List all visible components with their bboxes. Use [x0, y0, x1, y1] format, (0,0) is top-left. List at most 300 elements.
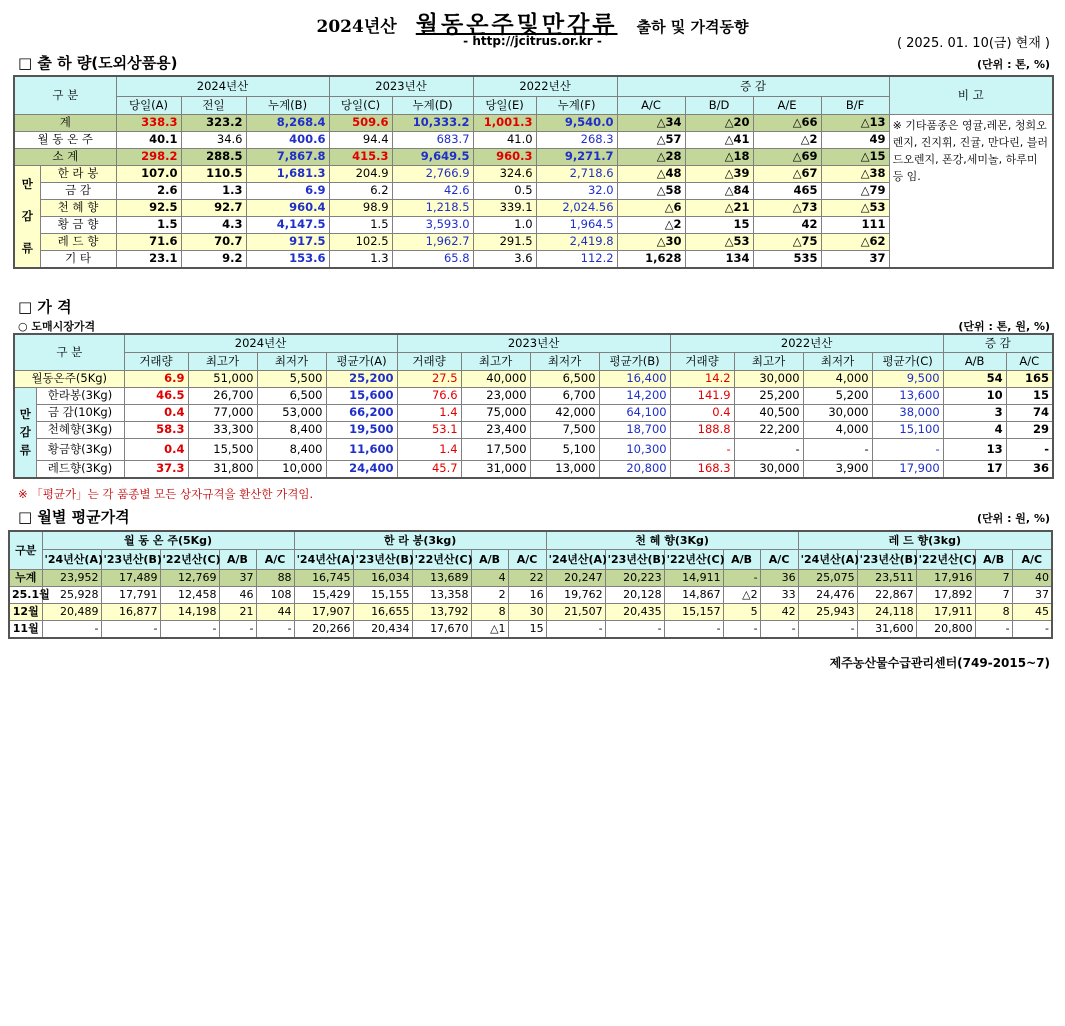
- monthly-value-cell: 14,198: [160, 603, 219, 620]
- shipment-value-cell: △41: [685, 131, 753, 148]
- monthly-value-cell: 36: [760, 569, 798, 586]
- shipment-value-cell: △66: [753, 114, 821, 131]
- price-value-cell: 5,500: [257, 370, 326, 387]
- monthly-value-cell: 20,223: [605, 569, 664, 586]
- price-value-cell: 168.3: [670, 460, 734, 478]
- price-value-cell: 29: [1006, 421, 1053, 438]
- monthly-subheader: '23년산(B): [101, 549, 160, 569]
- price-value-cell: 11,600: [326, 438, 397, 460]
- shipment-unit: (단위 : 톤, %): [976, 58, 1050, 71]
- monthly-value-cell: 15: [508, 620, 546, 638]
- price-value-cell: 33,300: [188, 421, 257, 438]
- price-value-cell: 26,700: [188, 387, 257, 404]
- price-value-cell: 6,500: [257, 387, 326, 404]
- shipment-value-cell: 1,628: [617, 250, 685, 268]
- shipment-value-cell: 338.3: [116, 114, 181, 131]
- monthly-value-cell: 20,434: [353, 620, 412, 638]
- shipment-header-2024: 2024년산: [116, 76, 329, 96]
- monthly-value-cell: 20,247: [546, 569, 605, 586]
- shipment-value-cell: △62: [821, 233, 889, 250]
- price-value-cell: 17,500: [461, 438, 530, 460]
- shipment-value-cell: △21: [685, 199, 753, 216]
- shipment-value-cell: 400.6: [246, 131, 329, 148]
- price-subheader: A/C: [1006, 352, 1053, 370]
- shipment-header-2022: 2022년산: [473, 76, 617, 96]
- shipment-value-cell: △73: [753, 199, 821, 216]
- shipment-value-cell: 298.2: [116, 148, 181, 165]
- shipment-value-cell: 323.2: [181, 114, 246, 131]
- monthly-group-header: 한 라 봉(3kg): [294, 531, 546, 549]
- shipment-value-cell: 9.2: [181, 250, 246, 268]
- price-subheader: A/B: [943, 352, 1006, 370]
- shipment-value-cell: 2,766.9: [392, 165, 473, 182]
- monthly-subheader: A/B: [219, 549, 256, 569]
- price-value-cell: 51,000: [188, 370, 257, 387]
- monthly-value-cell: 16,877: [101, 603, 160, 620]
- shipment-header-change: 증 감: [617, 76, 889, 96]
- price-value-cell: 22,200: [734, 421, 803, 438]
- price-section-title: □ 가 격: [18, 298, 72, 316]
- price-value-cell: 25,200: [734, 387, 803, 404]
- monthly-value-cell: 19,762: [546, 586, 605, 603]
- price-table: [13, 333, 1054, 479]
- price-winter-row: [14, 370, 1053, 387]
- price-value-cell: 4,000: [803, 421, 872, 438]
- shipment-value-cell: △79: [821, 182, 889, 199]
- price-value-cell: 1.4: [397, 404, 461, 421]
- shipment-value-cell: 1,964.5: [536, 216, 617, 233]
- shipment-value-cell: △53: [685, 233, 753, 250]
- price-value-cell: 141.9: [670, 387, 734, 404]
- price-value-cell: 31,000: [461, 460, 530, 478]
- monthly-value-cell: -: [798, 620, 857, 638]
- monthly-value-cell: 45: [1012, 603, 1052, 620]
- shipment-value-cell: 10,333.2: [392, 114, 473, 131]
- shipment-subheader: A/C: [617, 96, 685, 114]
- monthly-value-cell: 20,128: [605, 586, 664, 603]
- monthly-value-cell: 44: [256, 603, 294, 620]
- monthly-value-cell: 108: [256, 586, 294, 603]
- shipment-value-cell: 32.0: [536, 182, 617, 199]
- row-label: 기 타: [40, 250, 116, 268]
- monthly-value-cell: -: [101, 620, 160, 638]
- price-subheader-row: [14, 352, 1053, 370]
- shipment-value-cell: 204.9: [329, 165, 392, 182]
- price-subheader: 최저가: [530, 352, 599, 370]
- row-label: 금 감: [40, 182, 116, 199]
- shipment-value-cell: 509.6: [329, 114, 392, 131]
- shipment-table: [13, 75, 1054, 269]
- monthly-value-cell: 17,892: [916, 586, 975, 603]
- monthly-value-cell: 42: [760, 603, 798, 620]
- monthly-value-cell: 24,118: [857, 603, 916, 620]
- monthly-value-cell: -: [256, 620, 294, 638]
- price-unit: (단위 : 톤, 원, %): [958, 320, 1050, 333]
- price-subheader: 최저가: [257, 352, 326, 370]
- shipment-value-cell: △2: [753, 131, 821, 148]
- monthly-value-cell: 16,745: [294, 569, 353, 586]
- monthly-value-cell: 88: [256, 569, 294, 586]
- price-subheader: 평균가(B): [599, 352, 670, 370]
- shipment-value-cell: 7,867.8: [246, 148, 329, 165]
- monthly-value-cell: 12,458: [160, 586, 219, 603]
- shipment-header-note: 비 고: [889, 76, 1053, 114]
- price-value-cell: 17: [943, 460, 1006, 478]
- shipment-value-cell: 134: [685, 250, 753, 268]
- monthly-subheader: '23년산(B): [605, 549, 664, 569]
- monthly-value-cell: 8: [975, 603, 1012, 620]
- monthly-value-cell: 17,916: [916, 569, 975, 586]
- shipment-value-cell: 41.0: [473, 131, 536, 148]
- price-value-cell: 15,100: [872, 421, 943, 438]
- monthly-value-cell: 24,476: [798, 586, 857, 603]
- monthly-value-cell: 31,600: [857, 620, 916, 638]
- shipment-value-cell: △13: [821, 114, 889, 131]
- monthly-subheader: '24년산(A): [546, 549, 605, 569]
- shipment-subheader: 당일(C): [329, 96, 392, 114]
- title-main: 월동온주및만감류: [415, 11, 618, 38]
- monthly-value-cell: 22,867: [857, 586, 916, 603]
- shipment-value-cell: 2,718.6: [536, 165, 617, 182]
- price-header-2023: 2023년산: [397, 334, 670, 352]
- shipment-value-cell: △58: [617, 182, 685, 199]
- price-value-cell: 5,200: [803, 387, 872, 404]
- shipment-value-cell: 9,649.5: [392, 148, 473, 165]
- shipment-value-cell: △53: [821, 199, 889, 216]
- shipment-value-cell: △69: [753, 148, 821, 165]
- price-subheader: 최고가: [734, 352, 803, 370]
- shipment-value-cell: 2,024.56: [536, 199, 617, 216]
- monthly-value-cell: 25,928: [42, 586, 101, 603]
- monthly-value-cell: 13,792: [412, 603, 471, 620]
- shipment-value-cell: 1.5: [329, 216, 392, 233]
- row-label: 금 감(10Kg): [36, 404, 124, 421]
- monthly-value-cell: 16,034: [353, 569, 412, 586]
- monthly-subheader: '22년산(C): [664, 549, 723, 569]
- monthly-value-cell: 37: [219, 569, 256, 586]
- shipment-value-cell: △84: [685, 182, 753, 199]
- price-value-cell: 4: [943, 421, 1006, 438]
- monthly-value-cell: △2: [723, 586, 760, 603]
- footer-credit: 제주농산물수급관리센터(749-2015~7): [829, 656, 1050, 670]
- shipment-value-cell: △57: [617, 131, 685, 148]
- price-value-cell: 23,000: [461, 387, 530, 404]
- monthly-value-cell: 12,769: [160, 569, 219, 586]
- monthly-subheader: A/B: [471, 549, 508, 569]
- monthly-value-cell: -: [760, 620, 798, 638]
- price-item-row: [14, 404, 1053, 421]
- shipment-value-cell: 6.2: [329, 182, 392, 199]
- shipment-value-cell: 415.3: [329, 148, 392, 165]
- shipment-value-cell: △15: [821, 148, 889, 165]
- monthly-subheader: '22년산(C): [160, 549, 219, 569]
- group-label-char: 류: [21, 241, 33, 255]
- site-url[interactable]: - http://jcitrus.or.kr -: [463, 34, 602, 48]
- title-subtitle: 출하 및 가격동향: [636, 18, 749, 36]
- price-item-row: [14, 438, 1053, 460]
- shipment-value-cell: 465: [753, 182, 821, 199]
- row-label: 레드향(3Kg): [36, 460, 124, 478]
- shipment-subheader: 전일: [181, 96, 246, 114]
- price-value-cell: 1.4: [397, 438, 461, 460]
- price-value-cell: 8,400: [257, 421, 326, 438]
- price-value-cell: 58.3: [124, 421, 188, 438]
- shipment-subheader: 누계(F): [536, 96, 617, 114]
- price-value-cell: 75,000: [461, 404, 530, 421]
- monthly-value-cell: 23,952: [42, 569, 101, 586]
- monthly-group-header: 레 드 향(3kg): [798, 531, 1052, 549]
- price-value-cell: 77,000: [188, 404, 257, 421]
- price-subheader: 거래량: [670, 352, 734, 370]
- shipment-value-cell: 683.7: [392, 131, 473, 148]
- shipment-value-cell: 15: [685, 216, 753, 233]
- price-value-cell: -: [872, 438, 943, 460]
- price-value-cell: 13: [943, 438, 1006, 460]
- price-subheader: 거래량: [397, 352, 461, 370]
- shipment-value-cell: 268.3: [536, 131, 617, 148]
- monthly-value-cell: 23,511: [857, 569, 916, 586]
- monthly-value-cell: -: [664, 620, 723, 638]
- monthly-value-cell: 20,489: [42, 603, 101, 620]
- shipment-subheader: 누계(B): [246, 96, 329, 114]
- row-label: 누계: [9, 569, 42, 586]
- title-year: 2024년산: [316, 17, 397, 37]
- row-label: 한 라 봉: [40, 165, 116, 182]
- price-value-cell: 30,000: [734, 460, 803, 478]
- shipment-value-cell: 917.5: [246, 233, 329, 250]
- price-value-cell: 30,000: [803, 404, 872, 421]
- monthly-value-cell: 17,670: [412, 620, 471, 638]
- monthly-subheader: A/C: [508, 549, 546, 569]
- shipment-value-cell: 3,593.0: [392, 216, 473, 233]
- price-value-cell: -: [803, 438, 872, 460]
- shipment-value-cell: △39: [685, 165, 753, 182]
- price-value-cell: 0.4: [124, 438, 188, 460]
- monthly-subheader: A/C: [1012, 549, 1052, 569]
- shipment-value-cell: 153.6: [246, 250, 329, 268]
- monthly-value-cell: 17,791: [101, 586, 160, 603]
- shipment-subheader: A/E: [753, 96, 821, 114]
- price-value-cell: 76.6: [397, 387, 461, 404]
- shipment-value-cell: 960.4: [246, 199, 329, 216]
- price-value-cell: 24,400: [326, 460, 397, 478]
- price-header-2024: 2024년산: [124, 334, 397, 352]
- price-value-cell: 42,000: [530, 404, 599, 421]
- group-label-char: 만: [19, 407, 31, 421]
- price-value-cell: 66,200: [326, 404, 397, 421]
- monthly-value-cell: -: [1012, 620, 1052, 638]
- price-value-cell: 38,000: [872, 404, 943, 421]
- monthly-subheader: A/B: [723, 549, 760, 569]
- price-value-cell: 37.3: [124, 460, 188, 478]
- shipment-value-cell: 2.6: [116, 182, 181, 199]
- monthly-subheader: '23년산(B): [857, 549, 916, 569]
- monthly-value-cell: 16,655: [353, 603, 412, 620]
- monthly-subheader: A/C: [256, 549, 294, 569]
- price-value-cell: 45.7: [397, 460, 461, 478]
- shipment-value-cell: 34.6: [181, 131, 246, 148]
- price-value-cell: 5,100: [530, 438, 599, 460]
- group-label-char: 류: [19, 443, 31, 457]
- price-value-cell: 17,900: [872, 460, 943, 478]
- price-subheader: 최고가: [461, 352, 530, 370]
- shipment-value-cell: 339.1: [473, 199, 536, 216]
- price-value-cell: 40,000: [461, 370, 530, 387]
- shipment-value-cell: 1.5: [116, 216, 181, 233]
- price-value-cell: 18,700: [599, 421, 670, 438]
- shipment-value-cell: 92.5: [116, 199, 181, 216]
- price-value-cell: 31,800: [188, 460, 257, 478]
- monthly-value-cell: 15,429: [294, 586, 353, 603]
- price-footnote: ※ 「평균가」는 각 품종별 모든 상자규격을 환산한 가격임.: [18, 487, 314, 501]
- shipment-value-cell: 42.6: [392, 182, 473, 199]
- shipment-value-cell: 40.1: [116, 131, 181, 148]
- monthly-value-cell: -: [605, 620, 664, 638]
- price-value-cell: 36: [1006, 460, 1053, 478]
- shipment-value-cell: 0.5: [473, 182, 536, 199]
- shipment-subheader: 누계(D): [392, 96, 473, 114]
- monthly-value-cell: 5: [723, 603, 760, 620]
- price-value-cell: 0.4: [124, 404, 188, 421]
- monthly-value-cell: 8: [471, 603, 508, 620]
- monthly-subheader: '22년산(C): [412, 549, 471, 569]
- shipment-value-cell: △28: [617, 148, 685, 165]
- shipment-value-cell: 49: [821, 131, 889, 148]
- price-value-cell: 188.8: [670, 421, 734, 438]
- shipment-value-cell: △2: [617, 216, 685, 233]
- shipment-subheader: B/D: [685, 96, 753, 114]
- price-value-cell: 165: [1006, 370, 1053, 387]
- shipment-value-cell: 110.5: [181, 165, 246, 182]
- monthly-value-cell: -: [975, 620, 1012, 638]
- monthly-value-cell: 21: [219, 603, 256, 620]
- shipment-value-cell: 98.9: [329, 199, 392, 216]
- price-value-cell: 6,700: [530, 387, 599, 404]
- shipment-value-cell: 1.0: [473, 216, 536, 233]
- monthly-value-cell: 21,507: [546, 603, 605, 620]
- monthly-value-cell: 20,800: [916, 620, 975, 638]
- price-value-cell: 20,800: [599, 460, 670, 478]
- monthly-row: [9, 586, 1052, 603]
- monthly-value-cell: 15,155: [353, 586, 412, 603]
- price-value-cell: -: [670, 438, 734, 460]
- price-subtitle: ○ 도매시장가격: [18, 320, 96, 333]
- monthly-value-cell: 2: [471, 586, 508, 603]
- monthly-value-cell: 14,867: [664, 586, 723, 603]
- shipment-value-cell: 324.6: [473, 165, 536, 182]
- price-value-cell: 46.5: [124, 387, 188, 404]
- monthly-value-cell: 15,157: [664, 603, 723, 620]
- shipment-value-cell: 960.3: [473, 148, 536, 165]
- price-value-cell: 15,500: [188, 438, 257, 460]
- shipment-value-cell: 42: [753, 216, 821, 233]
- price-value-cell: 0.4: [670, 404, 734, 421]
- monthly-value-cell: -: [219, 620, 256, 638]
- monthly-row: [9, 569, 1052, 586]
- price-value-cell: 54: [943, 370, 1006, 387]
- price-subheader: 평균가(C): [872, 352, 943, 370]
- price-subheader: 평균가(A): [326, 352, 397, 370]
- monthly-value-cell: 4: [471, 569, 508, 586]
- row-label: 소 계: [14, 148, 116, 165]
- monthly-group-header: 월 동 온 주(5Kg): [42, 531, 294, 549]
- shipment-value-cell: 9,271.7: [536, 148, 617, 165]
- shipment-value-cell: 1,001.3: [473, 114, 536, 131]
- price-value-cell: 10,000: [257, 460, 326, 478]
- row-label: 월 동 온 주: [14, 131, 116, 148]
- price-value-cell: 30,000: [734, 370, 803, 387]
- price-value-cell: 4,000: [803, 370, 872, 387]
- monthly-value-cell: -: [160, 620, 219, 638]
- price-value-cell: 13,000: [530, 460, 599, 478]
- monthly-subheader: '24년산(A): [798, 549, 857, 569]
- shipment-value-cell: 102.5: [329, 233, 392, 250]
- row-label: 천혜향(3Kg): [36, 421, 124, 438]
- row-label: 황금향(3Kg): [36, 438, 124, 460]
- price-header-2022: 2022년산: [670, 334, 943, 352]
- price-value-cell: 6,500: [530, 370, 599, 387]
- monthly-group-header-row: [9, 531, 1052, 549]
- shipment-total-row: [14, 114, 1053, 131]
- monthly-group-header: 천 혜 향(3Kg): [546, 531, 798, 549]
- price-group-label: [14, 387, 36, 478]
- price-item-row: [14, 421, 1053, 438]
- price-value-cell: 27.5: [397, 370, 461, 387]
- shipment-value-cell: 291.5: [473, 233, 536, 250]
- price-value-cell: 13,600: [872, 387, 943, 404]
- shipment-value-cell: 6.9: [246, 182, 329, 199]
- shipment-subheader: 당일(A): [116, 96, 181, 114]
- monthly-subheader: '23년산(B): [353, 549, 412, 569]
- price-value-cell: -: [1006, 438, 1053, 460]
- price-subheader: 거래량: [124, 352, 188, 370]
- monthly-value-cell: 40: [1012, 569, 1052, 586]
- monthly-value-cell: 7: [975, 569, 1012, 586]
- monthly-value-cell: 25,943: [798, 603, 857, 620]
- monthly-value-cell: 37: [1012, 586, 1052, 603]
- price-value-cell: 14.2: [670, 370, 734, 387]
- price-value-cell: 7,500: [530, 421, 599, 438]
- shipment-value-cell: 2,419.8: [536, 233, 617, 250]
- shipment-subheader: B/F: [821, 96, 889, 114]
- monthly-value-cell: 7: [975, 586, 1012, 603]
- monthly-value-cell: 25,075: [798, 569, 857, 586]
- price-value-cell: 15,600: [326, 387, 397, 404]
- monthly-subheader: A/C: [760, 549, 798, 569]
- shipment-value-cell: △67: [753, 165, 821, 182]
- shipment-remarks: ※ 기타품종은 영귤,레몬, 청희오렌지, 진지휘, 진귤, 만다린, 블러드오렌지, 폰강,세미놀, 하루미 등 임.: [889, 114, 1053, 268]
- price-value-cell: 16,400: [599, 370, 670, 387]
- shipment-group-label: [14, 165, 40, 268]
- shipment-value-cell: 70.7: [181, 233, 246, 250]
- monthly-subheader: A/B: [975, 549, 1012, 569]
- price-header-change: 증 감: [943, 334, 1053, 352]
- price-header-division: 구 분: [14, 334, 124, 370]
- shipment-value-cell: 71.6: [116, 233, 181, 250]
- shipment-value-cell: 288.5: [181, 148, 246, 165]
- monthly-subheader: '22년산(C): [916, 549, 975, 569]
- monthly-value-cell: 20,266: [294, 620, 353, 638]
- shipment-value-cell: 8,268.4: [246, 114, 329, 131]
- shipment-value-cell: 112.2: [536, 250, 617, 268]
- price-item-row: [14, 460, 1053, 478]
- price-value-cell: 3,900: [803, 460, 872, 478]
- monthly-section-title: □ 월별 평균가격: [18, 508, 130, 526]
- price-item-row: [14, 387, 1053, 404]
- monthly-value-cell: -: [723, 620, 760, 638]
- monthly-value-cell: 14,911: [664, 569, 723, 586]
- monthly-value-cell: 17,907: [294, 603, 353, 620]
